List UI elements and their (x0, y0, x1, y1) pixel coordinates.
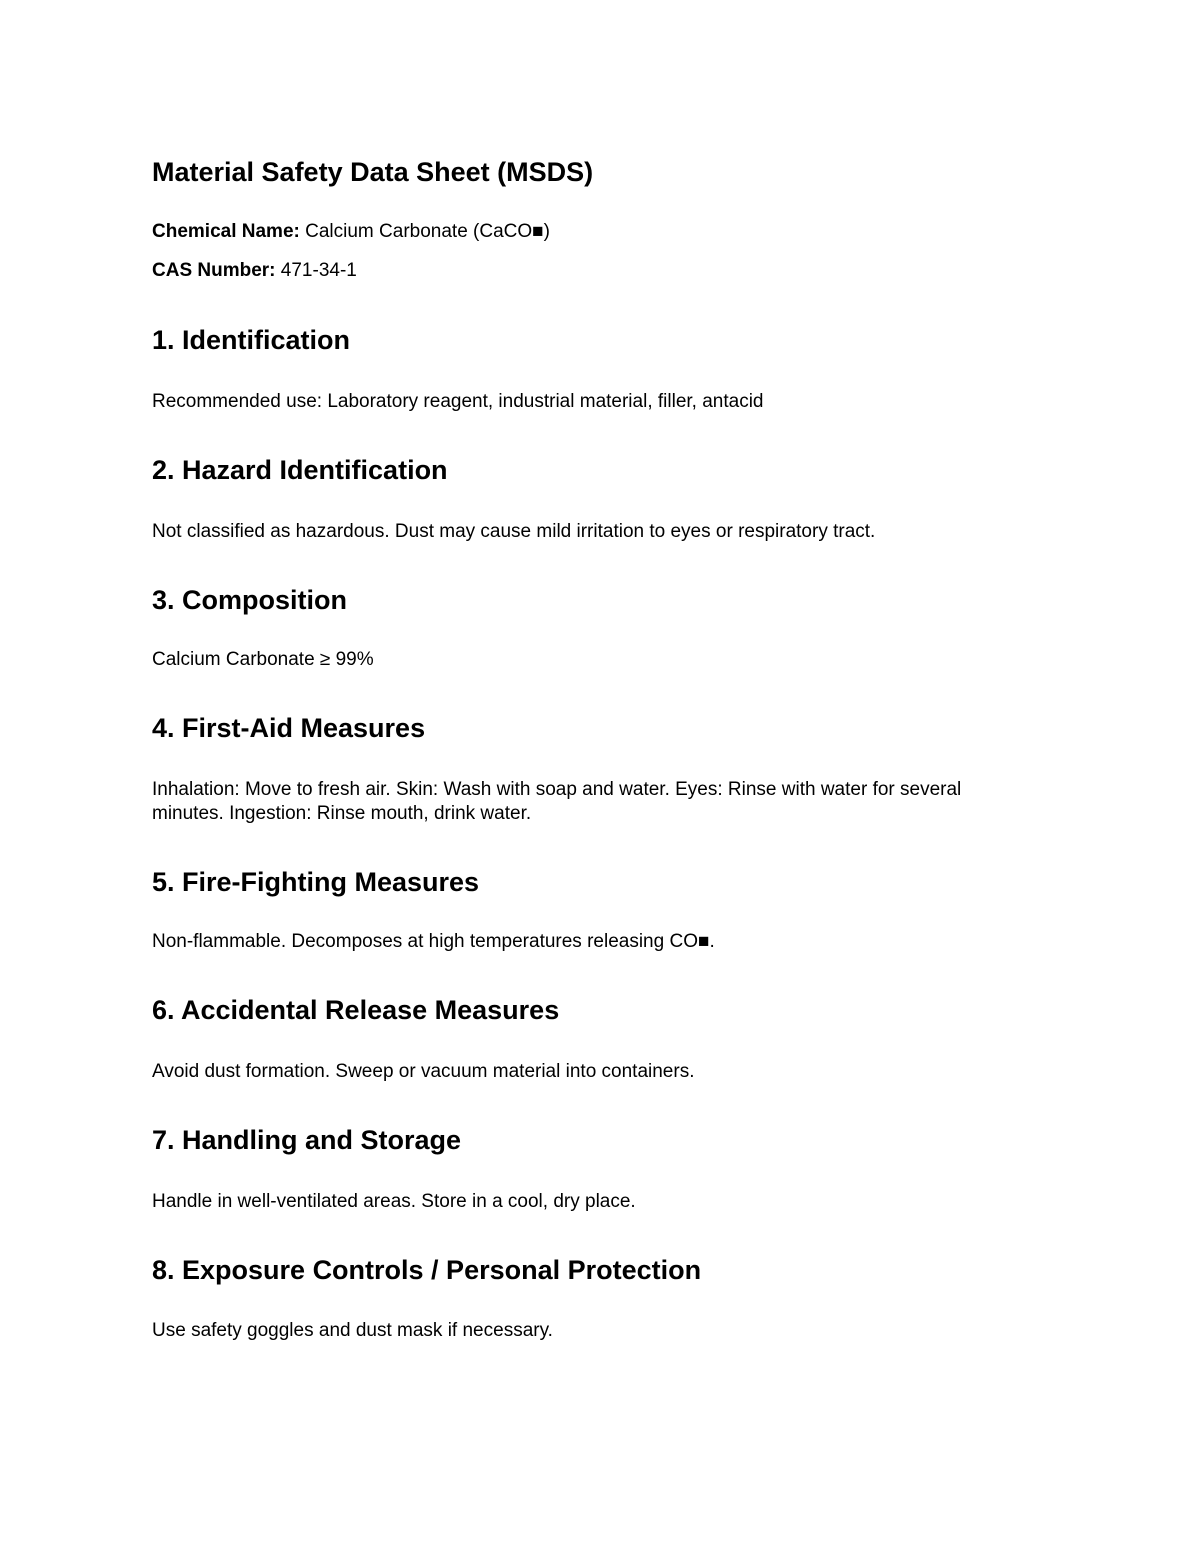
section-3-body: Calcium Carbonate ≥ 99% (152, 649, 374, 670)
section-8-heading: 8. Exposure Controls / Personal Protection (152, 1255, 702, 1285)
section-2-body: Not classified as hazardous. Dust may cause mild irritation to eyes or respiratory tract. (152, 521, 876, 542)
section-5-heading: 5. Fire-Fighting Measures (152, 867, 480, 897)
cas-number-value: 471-34-1 (280, 260, 357, 281)
chemical-name-label: Chemical Name: (152, 221, 300, 242)
section-4-heading: 4. First-Aid Measures (152, 713, 426, 743)
chemical-name-line (152, 220, 550, 244)
section-5-body: Non-flammable. Decomposes at high temperatures releasing CO■. (152, 931, 715, 952)
section-6-heading: 6. Accidental Release Measures (152, 995, 560, 1025)
cas-number-label: CAS Number: (152, 260, 276, 281)
section-3-heading: 3. Composition (152, 585, 347, 615)
cas-number-line (152, 259, 357, 283)
section-7-heading: 7. Handling and Storage (152, 1125, 462, 1155)
section-1-heading: 1. Identification (152, 325, 351, 355)
section-2-heading: 2. Hazard Identification (152, 455, 448, 485)
section-4-body: Inhalation: Move to fresh air. Skin: Wash with soap and water. Eyes: Rinse with water for several minutes. Ingestion: Rinse mouth, drink water. (152, 779, 962, 824)
section-6-body: Avoid dust formation. Sweep or vacuum material into containers. (152, 1061, 695, 1082)
section-8-body: Use safety goggles and dust mask if necessary. (152, 1320, 553, 1341)
section-7-body: Handle in well-ventilated areas. Store in a cool, dry place. (152, 1191, 636, 1212)
chemical-name-value: Calcium Carbonate (CaCO■) (305, 221, 550, 242)
document-title: Material Safety Data Sheet (MSDS) (152, 157, 594, 187)
section-1-body: Recommended use: Laboratory reagent, industrial material, filler, antacid (152, 391, 764, 412)
